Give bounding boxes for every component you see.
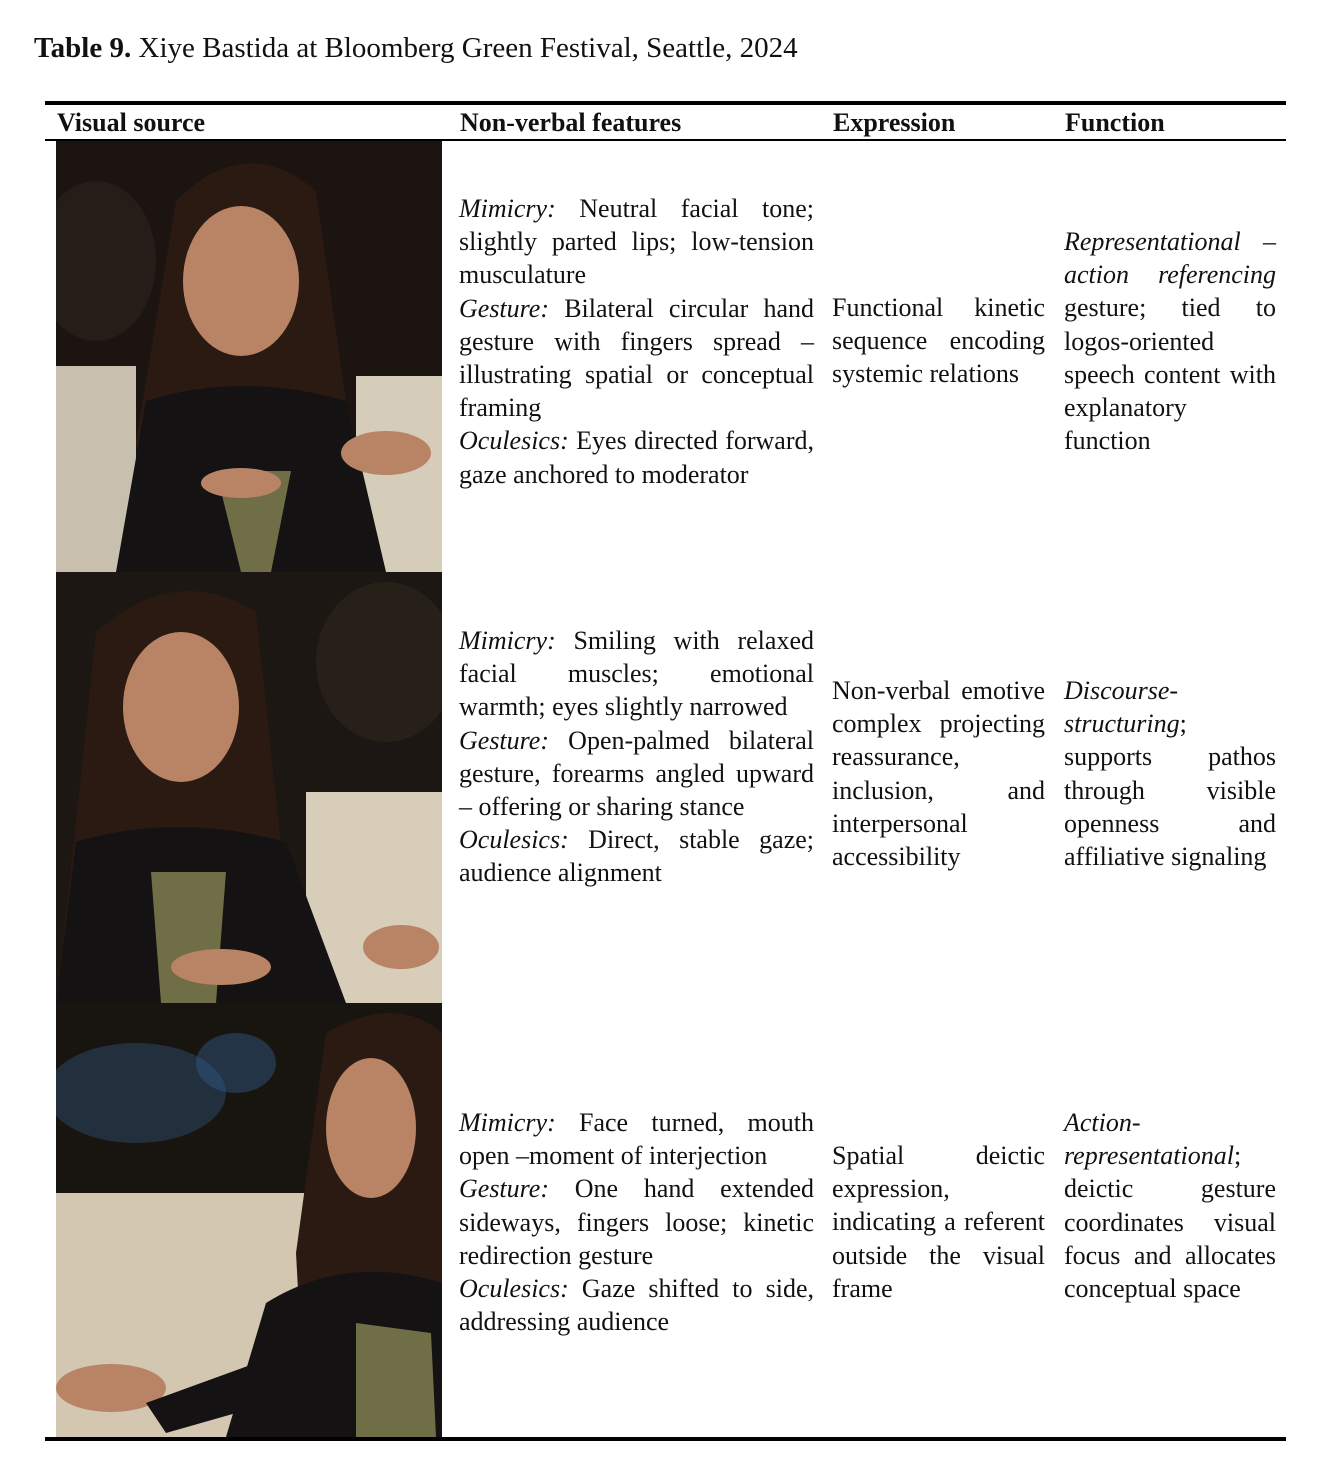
oculesics-text: Eyes directed forward, gaze anchored to moderator (459, 426, 814, 489)
visual-source-photo-1 (56, 141, 442, 572)
table-top-rule (45, 101, 1286, 105)
function-cell-1 (1064, 225, 1276, 457)
mimicry-label: Mimicry: (459, 194, 556, 223)
table-number: Table 9. (34, 32, 132, 64)
function-cell-3 (1064, 1106, 1276, 1305)
oculesics-label: Oculesics: (459, 426, 569, 456)
speaker-photo-1 (56, 141, 442, 572)
expression-cell-3: Spatial deictic expression, indicating a referent outside the visual frame (832, 1141, 1045, 1303)
header-function: Function (1065, 108, 1165, 137)
oculesics-text: Direct, stable gaze; audience alignment (459, 825, 814, 888)
gesture-text: Bilateral circular hand gesture with fingers spread – illustrating spatial or conceptual framing (459, 293, 814, 423)
nonverbal-cell-3 (459, 1106, 814, 1338)
nonverbal-cell-2 (459, 624, 814, 890)
header-visual-source: Visual source (57, 108, 206, 137)
function-italic: Discourse-structuring (1064, 676, 1180, 739)
function-italic: Representational – action referencing (1064, 227, 1276, 290)
header-non-verbal-features: Non-verbal features (460, 108, 682, 137)
header-expression: Expression (833, 108, 956, 137)
gesture-text: One hand extended sideways, fingers loose; kinetic redirection gesture (459, 1174, 814, 1270)
speaker-photo-2 (56, 572, 442, 1003)
oculesics-text: Gaze shifted to side, addressing audience (459, 1274, 814, 1337)
mimicry-text: Smiling with relaxed facial muscles; emotional warmth; eyes slightly narrowed (459, 626, 814, 722)
visual-source-photo-2 (56, 572, 442, 1003)
gesture-label: Gesture: (459, 1174, 550, 1204)
table-bottom-rule (45, 1437, 1286, 1441)
function-text: ; deictic gesture coordinates visual focus and allocates conceptual space (1064, 1141, 1276, 1304)
mimicry-text: Neutral facial tone; slightly parted lips; low-tension musculature (459, 194, 814, 290)
mimicry-text: Face turned, mouth open –moment of interjection (459, 1108, 814, 1171)
mimicry-label: Mimicry: (459, 626, 556, 655)
nonverbal-cell-1 (459, 192, 814, 491)
table-caption (34, 30, 798, 66)
gesture-label: Gesture: (459, 293, 550, 323)
expression-cell-2: Non-verbal emotive complex projecting reassurance, inclusion, and interpersonal accessibility (832, 676, 1045, 872)
table-title: Xiye Bastida at Bloomberg Green Festival, Seattle, 2024 (131, 32, 798, 64)
expression-cell-1: Functional kinetic sequence encoding systemic relations (832, 293, 1045, 389)
function-italic: Action-representational (1064, 1108, 1234, 1171)
function-text: gesture; tied to logos-oriented speech content with explanatory function (1064, 293, 1276, 456)
gesture-text: Open-palmed bilateral gesture, forearms angled upward – offering or sharing stance (459, 725, 814, 822)
oculesics-label: Oculesics: (459, 1274, 569, 1304)
gesture-label: Gesture: (459, 725, 550, 755)
mimicry-label: Mimicry: (459, 1108, 556, 1137)
visual-source-photo-3 (56, 1003, 442, 1437)
function-cell-2 (1064, 674, 1276, 873)
oculesics-label: Oculesics: (459, 825, 569, 855)
speaker-photo-3 (56, 1003, 442, 1437)
function-text: ; supports pathos through visible openness and affiliative signaling (1064, 709, 1276, 872)
